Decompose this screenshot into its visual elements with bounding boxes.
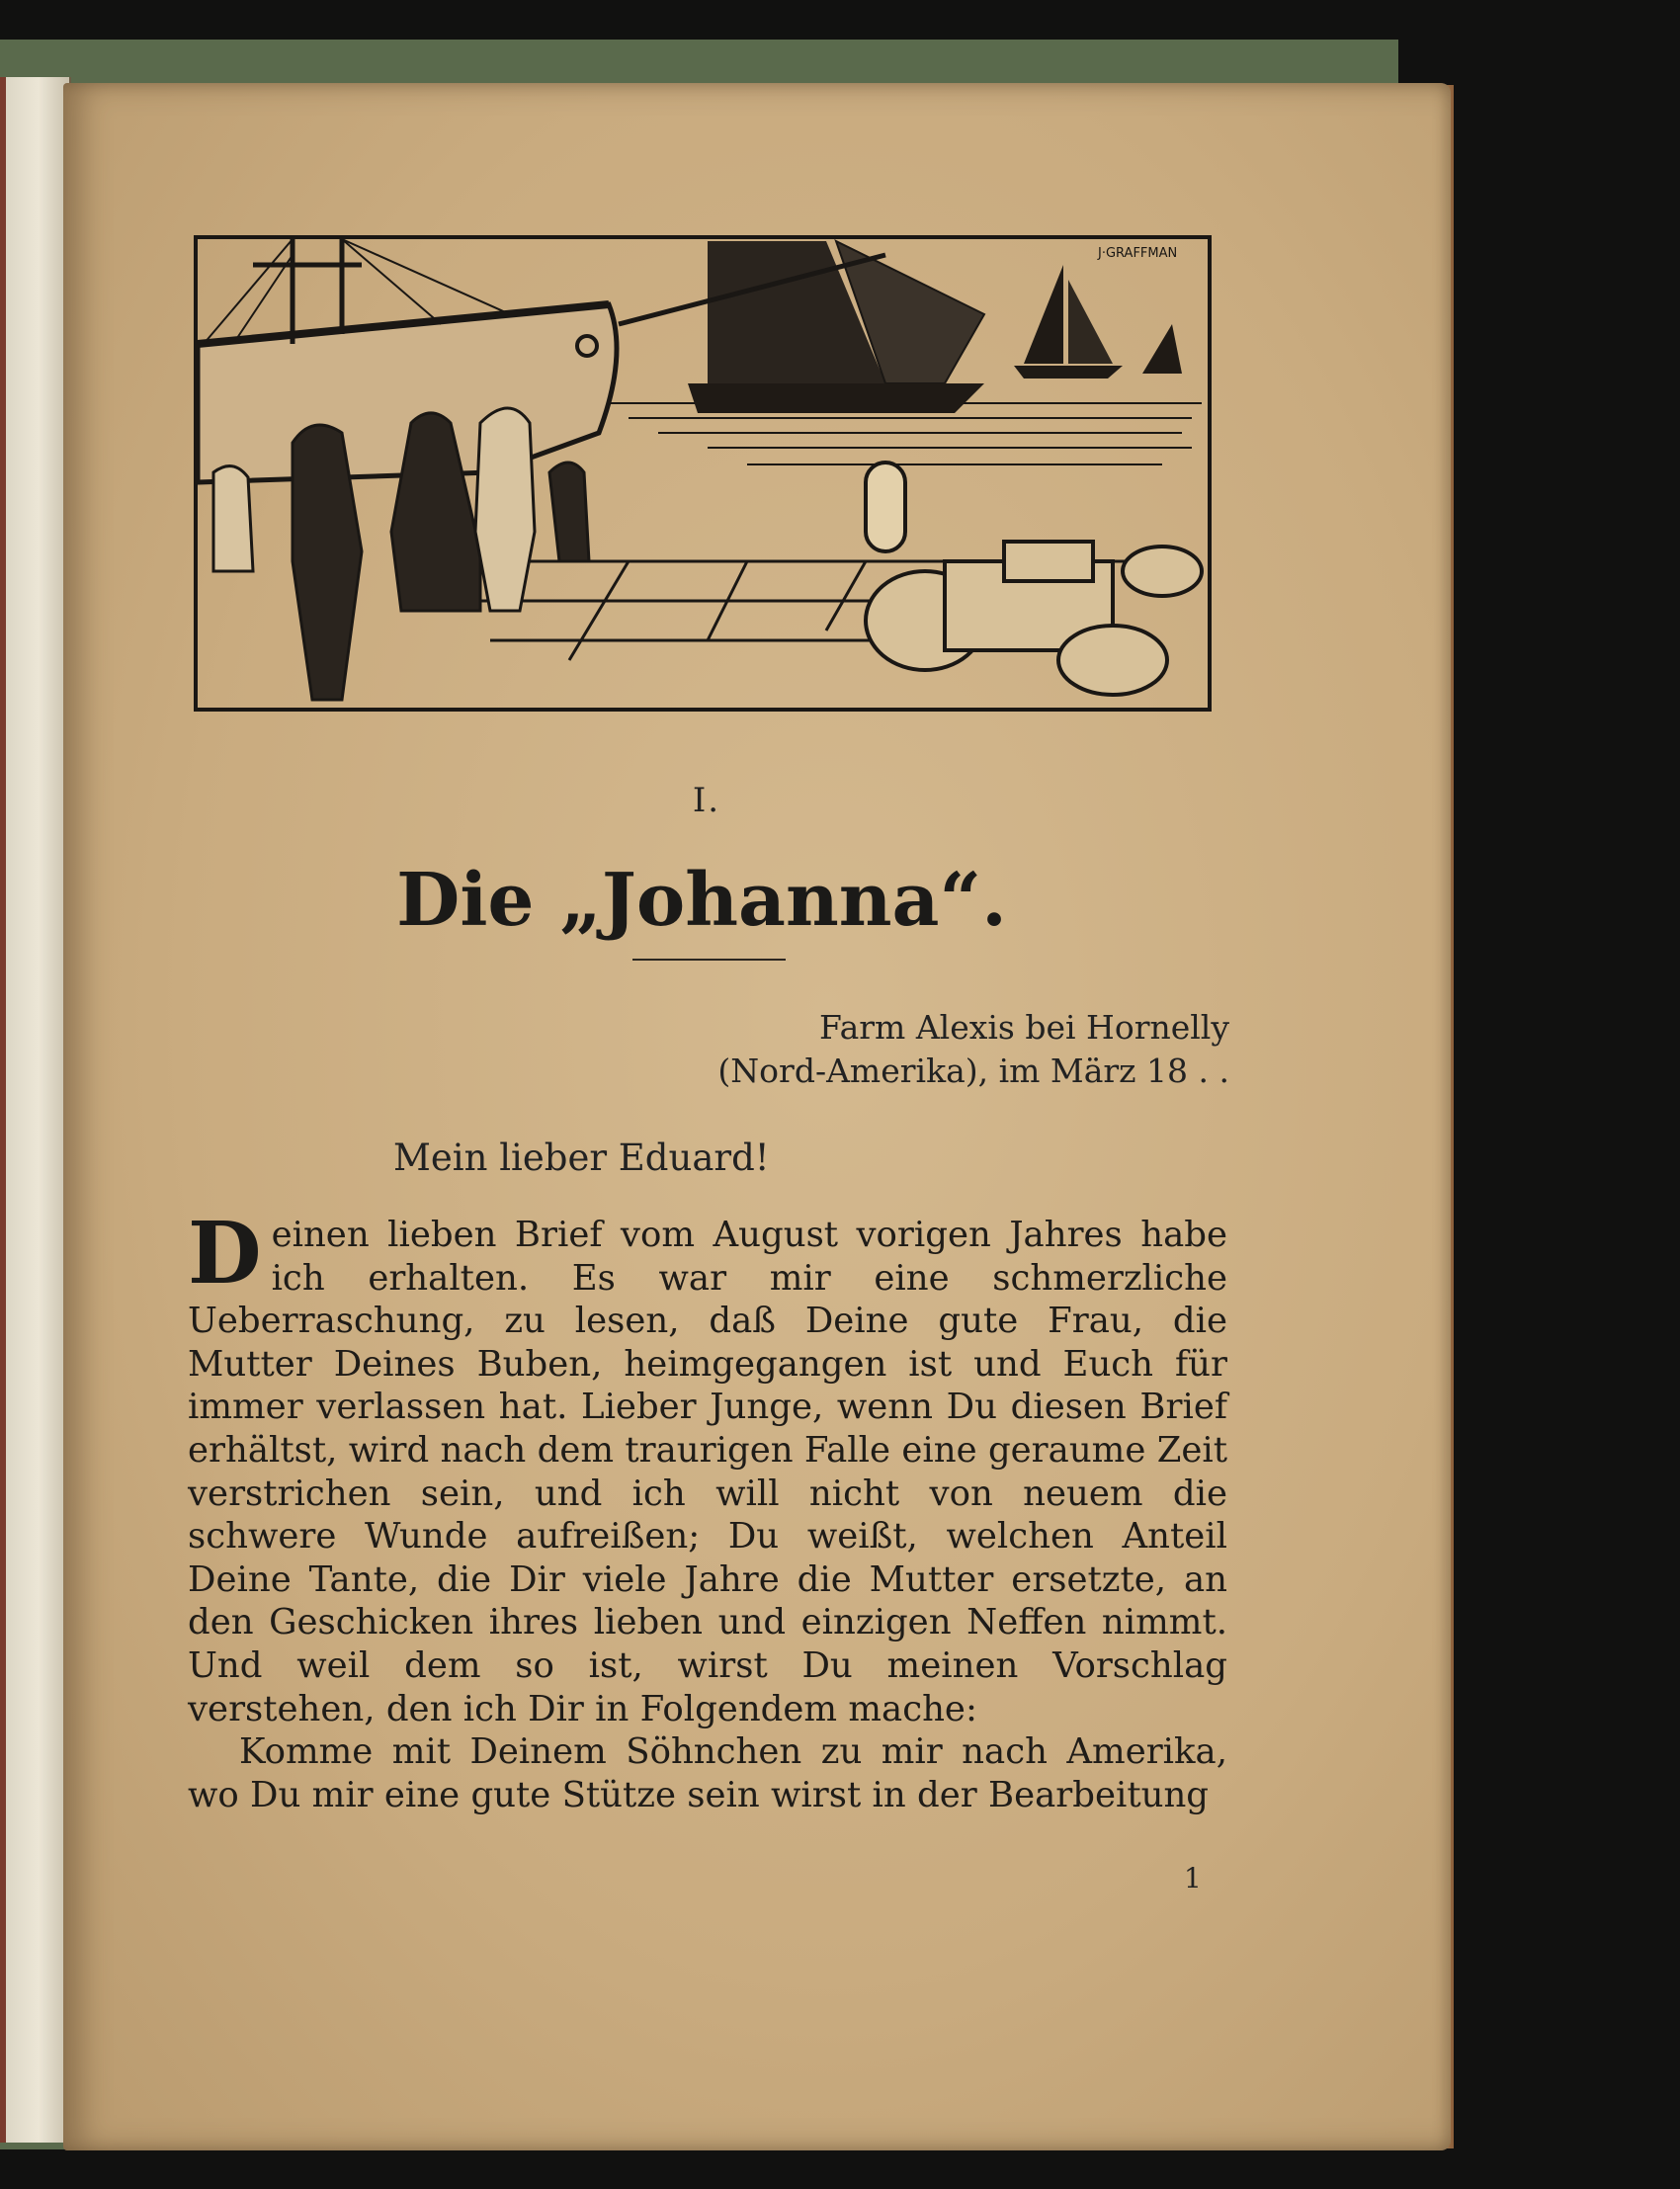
paragraph-1 xyxy=(188,1204,1227,1730)
barrel-right xyxy=(1123,547,1202,596)
distant-boat-hull xyxy=(1014,366,1123,379)
harbor-drawing xyxy=(194,235,1212,712)
small-crate xyxy=(1004,542,1093,581)
letter-location xyxy=(538,1006,1229,1093)
letter-salutation: Mein lieber Eduard! xyxy=(393,1137,770,1179)
schooner-hull xyxy=(688,383,984,413)
chapter-title: Die „Johanna“. xyxy=(396,858,1007,943)
location-line-2: (Nord-Amerika), im März 18 . . xyxy=(717,1052,1229,1090)
child-figure xyxy=(549,463,589,561)
page-number: 1 xyxy=(1184,1862,1202,1894)
boy-figure xyxy=(475,408,535,611)
paragraph-1-text: einen lieben Brief vom August vorigen Jahres habe ich erhalten. Es war mir eine schmerzliche Ueberraschung, zu lesen, daß Deine gute Frau, die Mutter Deines Buben, heimgegangen ist und Euch für immer verlassen hat. Lieber Junge, wenn Du diesen Brief erhältst, wird nach dem traurigen Falle eine geraume Zeit verstrichen sein, und ich will nicht von neuem die schwere Wunde aufreißen; Du weißt, welchen Anteil Deine Tante, die Dir viele Jahre die Mutter ersetzte, an den Geschicken ihres lieben und einzigen Neffen nimmt. Und weil dem so ist, wirst Du meinen Vorschlag verstehen, den ich Dir in Folgendem mache: xyxy=(188,1215,1227,1729)
distant-boat-sail xyxy=(1024,265,1063,364)
barrel-front xyxy=(1058,626,1167,695)
illustration-signature: J·GRAFFMAN xyxy=(1098,246,1178,261)
chapter-number: I. xyxy=(692,781,721,820)
previous-page-edge xyxy=(0,77,71,2143)
far-boat xyxy=(1142,324,1182,374)
page-red-edge xyxy=(0,77,6,2143)
location-line-1: Farm Alexis bei Hornelly xyxy=(818,1008,1229,1047)
girl-figure xyxy=(213,466,253,571)
drop-cap: D xyxy=(188,1204,262,1304)
title-divider xyxy=(632,959,786,961)
letter-body xyxy=(188,1204,1227,1816)
paragraph-2: Komme mit Deinem Söhnchen zu mir nach Amerika, wo Du mir eine gute Stütze sein wirst in der Bearbeitung xyxy=(188,1731,1227,1815)
cargo xyxy=(866,542,1202,695)
harbor-illustration xyxy=(194,235,1212,712)
bollard xyxy=(866,463,905,551)
